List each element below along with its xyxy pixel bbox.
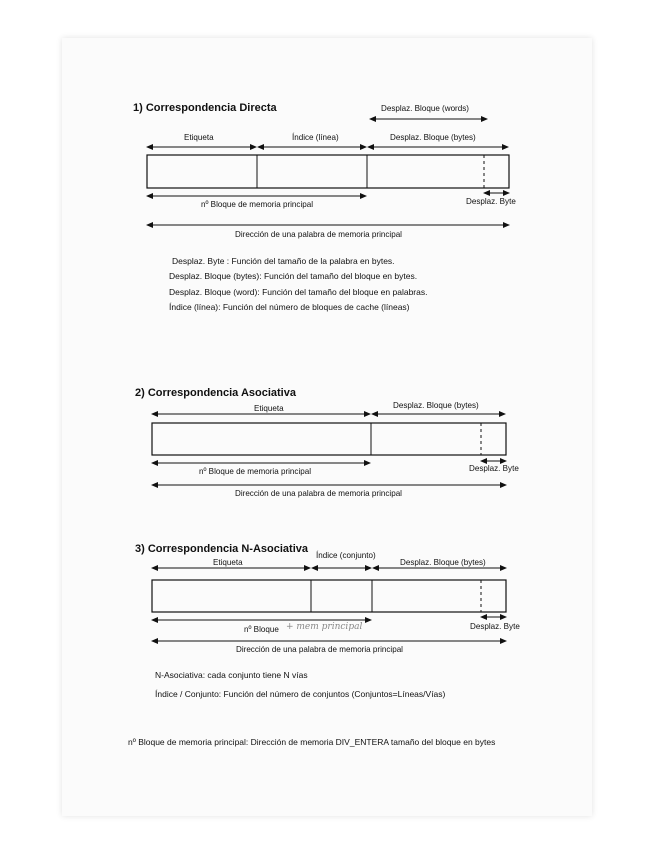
- s1-label-block-words: Desplaz. Bloque (words): [381, 103, 469, 113]
- s1-address-box: [147, 155, 509, 188]
- s1-title: 1) Correspondencia Directa: [133, 102, 277, 114]
- s3-label-index: Índice (conjunto): [316, 550, 376, 560]
- s1-label-block-bytes: Desplaz. Bloque (bytes): [390, 132, 476, 142]
- s1-label-byte: Desplaz. Byte: [466, 196, 516, 206]
- s1-label-tag: Etiqueta: [184, 132, 214, 142]
- s3-note-1: N-Asociativa: cada conjunto tiene N vías: [155, 670, 308, 680]
- s3-handwritten-note: + mem principal: [286, 622, 363, 632]
- s3-label-byte: Desplaz. Byte: [470, 621, 520, 631]
- s3-address-box: [152, 580, 506, 612]
- s3-note-2: Índice / Conjunto: Función del número de conjuntos (Conjuntos=Líneas/Vías): [155, 689, 446, 699]
- s3-label-block-no: nº Bloque: [244, 624, 279, 634]
- s2-label-block-no: nº Bloque de memoria principal: [199, 466, 312, 476]
- s2-label-block-bytes: Desplaz. Bloque (bytes): [393, 400, 479, 410]
- s2-address-box: [152, 423, 506, 455]
- s1-note-3: Desplaz. Bloque (word): Función del tamaño del bloque en palabras.: [169, 287, 428, 297]
- s1-note-2: Desplaz. Bloque (bytes): Función del tamaño del bloque en bytes.: [169, 271, 418, 281]
- s3-title: 3) Correspondencia N-Asociativa: [135, 543, 308, 555]
- s2-label-byte: Desplaz. Byte: [469, 463, 519, 473]
- s1-note-1: Desplaz. Byte : Función del tamaño de la palabra en bytes.: [172, 256, 395, 266]
- s3-label-address: Dirección de una palabra de memoria principal: [236, 644, 403, 654]
- footer-definition: nº Bloque de memoria principal: Dirección de memoria DIV_ENTERA tamaño del bloque en bytes: [128, 737, 496, 747]
- s2-label-address: Dirección de una palabra de memoria principal: [235, 488, 402, 498]
- s2-label-tag: Etiqueta: [254, 403, 284, 413]
- s1-label-index: Índice (línea): [292, 132, 339, 142]
- s1-label-address: Dirección de una palabra de memoria principal: [235, 229, 402, 239]
- s1-note-4: Índice (línea): Función del número de bloques de cache (líneas): [169, 302, 410, 312]
- s3-label-block-bytes: Desplaz. Bloque (bytes): [400, 557, 486, 567]
- s3-label-tag: Etiqueta: [213, 557, 243, 567]
- s2-title: 2) Correspondencia Asociativa: [135, 387, 296, 399]
- s1-label-block-no: nº Bloque de memoria principal: [201, 199, 314, 209]
